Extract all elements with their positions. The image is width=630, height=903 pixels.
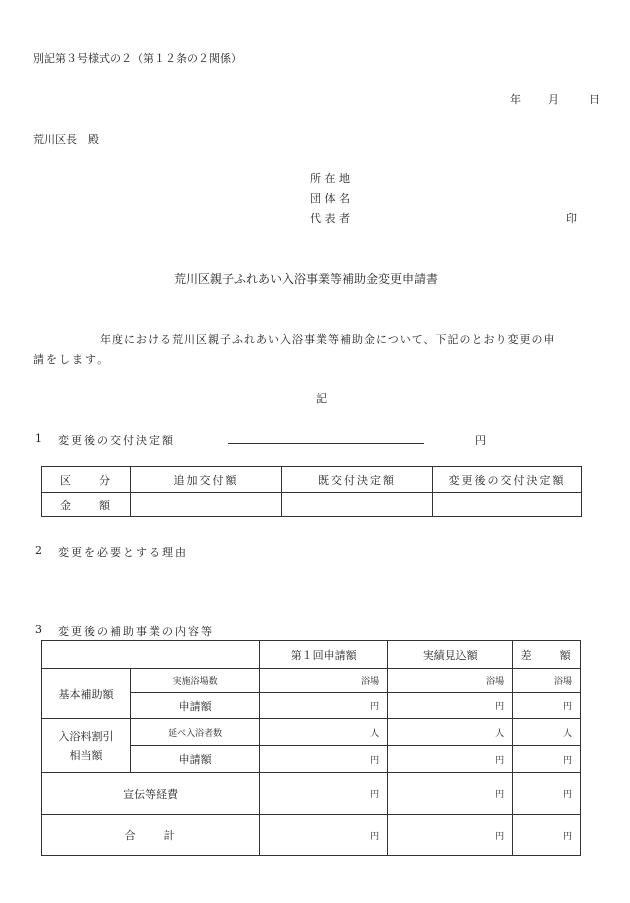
org-label: 団 体 名: [310, 192, 350, 205]
group-discount-line2: 相当額: [69, 749, 103, 762]
basic-bath-first[interactable]: 浴場: [260, 669, 388, 693]
section1-unit: 円: [475, 434, 486, 447]
discount-app-expected[interactable]: 円: [388, 746, 513, 773]
section1-num: 1: [35, 432, 42, 445]
header-changed: 変更後の交付決定額: [433, 467, 582, 493]
sub-person-count: 延べ入浴者数: [131, 719, 260, 746]
sub-basic-application: 申請額: [131, 693, 260, 719]
project-content-table: [41, 640, 581, 856]
header-first-application: 第１回申請額: [260, 641, 388, 669]
row-amount-label: 金 額: [42, 493, 131, 517]
promo-expected[interactable]: 円: [388, 773, 513, 815]
basic-app-diff[interactable]: 円: [513, 693, 581, 719]
total-first[interactable]: 円: [260, 815, 388, 856]
basic-bath-expected[interactable]: 浴場: [388, 669, 513, 693]
body-line-2: 請をします。: [33, 353, 111, 366]
document-title: 荒川区親子ふれあい入浴事業等補助金変更申請書: [174, 272, 439, 286]
header-category: 区 分: [42, 467, 131, 493]
sub-bath-count: 実施浴場数: [131, 669, 260, 693]
basic-app-expected[interactable]: 円: [388, 693, 513, 719]
date-day: 日: [589, 93, 600, 106]
corner-cell: [42, 641, 260, 669]
cell-additional-amount[interactable]: [131, 493, 282, 517]
discount-app-first[interactable]: 円: [260, 746, 388, 773]
row-total: 合 計: [42, 815, 260, 856]
rep-label: 代 表 者: [310, 212, 350, 225]
header-expected: 実績見込額: [388, 641, 513, 669]
section1-label: 変更後の交付決定額: [58, 434, 175, 447]
cell-changed-amount[interactable]: [433, 493, 582, 517]
discount-app-diff[interactable]: 円: [513, 746, 581, 773]
sub-discount-application: 申請額: [131, 746, 260, 773]
basic-app-first[interactable]: 円: [260, 693, 388, 719]
group-discount: [42, 719, 131, 773]
address-label: 所 在 地: [310, 172, 350, 185]
section3-num: 3: [35, 623, 42, 636]
header-existing: 既交付決定額: [282, 467, 433, 493]
body-line-1: 年度における荒川区親子ふれあい入浴事業等補助金について、下記のとおり変更の申: [100, 333, 556, 346]
addressee: 荒川区長 殿: [33, 133, 99, 146]
total-diff[interactable]: 円: [513, 815, 581, 856]
seal-mark: 印: [566, 212, 577, 225]
total-expected[interactable]: 円: [388, 815, 513, 856]
discount-person-expected[interactable]: 人: [388, 719, 513, 746]
basic-bath-diff[interactable]: 浴場: [513, 669, 581, 693]
discount-person-diff[interactable]: 人: [513, 719, 581, 746]
group-discount-line1: 入浴料割引: [58, 730, 114, 743]
promo-diff[interactable]: 円: [513, 773, 581, 815]
form-label: 別記第３号様式の２（第１２条の２関係）: [33, 52, 242, 65]
date-month: 月: [548, 93, 559, 106]
row-promotion: 宣伝等経費: [42, 773, 260, 815]
group-basic-grant: 基本補助額: [42, 669, 131, 719]
section2-num: 2: [35, 544, 42, 557]
discount-person-first[interactable]: 人: [260, 719, 388, 746]
header-difference: 差 額: [513, 641, 581, 669]
section3-label: 変更後の補助事業の内容等: [58, 625, 214, 638]
ki-label: 記: [316, 392, 327, 405]
header-additional: 追加交付額: [131, 467, 282, 493]
date-year: 年: [510, 93, 521, 106]
section2-label: 変更を必要とする理由: [58, 546, 188, 559]
cell-existing-amount[interactable]: [282, 493, 433, 517]
promo-first[interactable]: 円: [260, 773, 388, 815]
grant-amount-table: [41, 466, 582, 517]
amount-underline: [228, 443, 424, 444]
